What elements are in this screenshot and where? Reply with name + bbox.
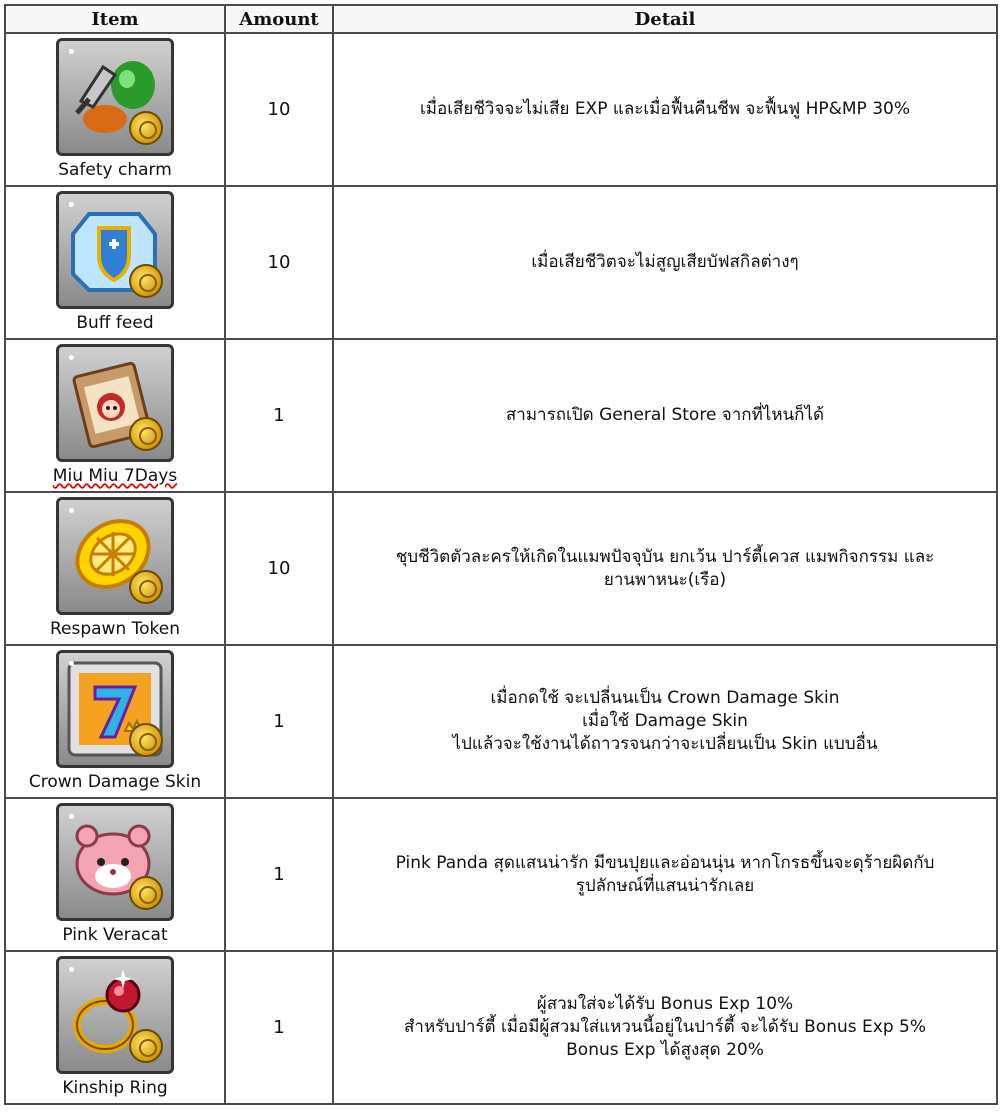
item-detail (333, 492, 997, 645)
safety-charm-icon (56, 38, 174, 156)
item-cell (5, 186, 225, 339)
damage-skin-seven-icon (56, 650, 174, 768)
detail-line: ผู้สวมใส่จะได้รับ Bonus Exp 10% (536, 994, 794, 1014)
item-cell (5, 645, 225, 798)
detail-line: เมื่อเสียชีวิตจะไม่สูญเสียบัฟสกิลต่างๆ (531, 252, 799, 272)
item-name: Kinship Ring (62, 1078, 168, 1098)
header-item: Item (5, 5, 225, 33)
detail-line: ยานพาหนะ(เรือ) (603, 569, 727, 590)
item-amount: 10 (225, 492, 333, 645)
item-name: Buff feed (76, 313, 154, 333)
item-amount: 1 (225, 339, 333, 492)
buff-shield-icon (56, 191, 174, 309)
item-amount: 10 (225, 186, 333, 339)
item-cell (5, 33, 225, 186)
item-cell (5, 951, 225, 1104)
detail-line: เมื่อกดใช้ จะเปลี่นนเป็น Crown Damage Skin (490, 688, 840, 708)
item-detail (333, 645, 997, 798)
coin-icon (129, 264, 163, 298)
table-row (5, 645, 997, 798)
item-cell (5, 492, 225, 645)
item-detail (333, 798, 997, 951)
item-cell (5, 798, 225, 951)
item-detail (333, 186, 997, 339)
detail-line: สามารถเปิด General Store จากที่ไหนก็ได้ (505, 405, 825, 425)
coin-icon (129, 570, 163, 604)
coin-icon (129, 1029, 163, 1063)
item-detail (333, 33, 997, 186)
table-row (5, 951, 997, 1104)
detail-line: สำหรับปาร์ตี้ เมื่อมีผู้สวมใส่แหวนนี้อยู่ในปาร์ตี้ จะได้รับ Bonus Exp 5% (404, 1017, 926, 1037)
table-row (5, 339, 997, 492)
item-name: Miu Miu 7Days (52, 466, 178, 486)
detail-line: ชุบชีวิตตัวละครให้เกิดในแมพปัจจุบัน ยกเว้น ปาร์ตี้เควส แมพกิจกรรม และ (395, 546, 935, 567)
item-detail (333, 951, 997, 1104)
coin-icon (129, 876, 163, 910)
coin-icon (129, 417, 163, 451)
table-row (5, 492, 997, 645)
detail-line: Bonus Exp ได้สูงสุด 20% (566, 1040, 764, 1060)
miu-miu-scroll-icon (56, 344, 174, 462)
detail-line: ไปแล้วจะใช้งานได้ถาวรจนกว่าจะเปลี่ยนเป็น Skin แบบอื่น (452, 734, 878, 754)
item-table (4, 4, 998, 1105)
coin-icon (129, 723, 163, 757)
detail-line: เมื่อเสียชีวิจจะไม่เสีย EXP และเมื่อฟื้นคืนชีพ จะฟื้นฟู HP&MP 30% (420, 99, 910, 119)
item-amount: 10 (225, 33, 333, 186)
item-detail (333, 339, 997, 492)
item-name: Safety charm (58, 160, 172, 180)
item-name: Respawn Token (49, 619, 181, 639)
table-row (5, 186, 997, 339)
pink-panda-icon (56, 803, 174, 921)
detail-line: เมื่อใช้ Damage Skin (582, 711, 748, 731)
detail-line: Pink Panda สุดแสนน่ารัก มีขนปุยและอ่อนนุ่น หากโกรธขึ้นจะดุร้ายผิดกับ (395, 852, 935, 873)
table-row (5, 798, 997, 951)
table-row (5, 33, 997, 186)
item-name: Pink Veracat (62, 925, 168, 945)
item-amount: 1 (225, 645, 333, 798)
item-amount: 1 (225, 951, 333, 1104)
table-header-row (5, 5, 997, 33)
coin-icon (129, 111, 163, 145)
item-name: Crown Damage Skin (28, 772, 202, 792)
respawn-token-icon (56, 497, 174, 615)
item-amount: 1 (225, 798, 333, 951)
detail-line: รูปลักษณ์ที่แสนน่ารักเลย (575, 875, 755, 896)
kinship-ring-icon (56, 956, 174, 1074)
header-detail: Detail (333, 5, 997, 33)
header-amount: Amount (225, 5, 333, 33)
item-cell (5, 339, 225, 492)
